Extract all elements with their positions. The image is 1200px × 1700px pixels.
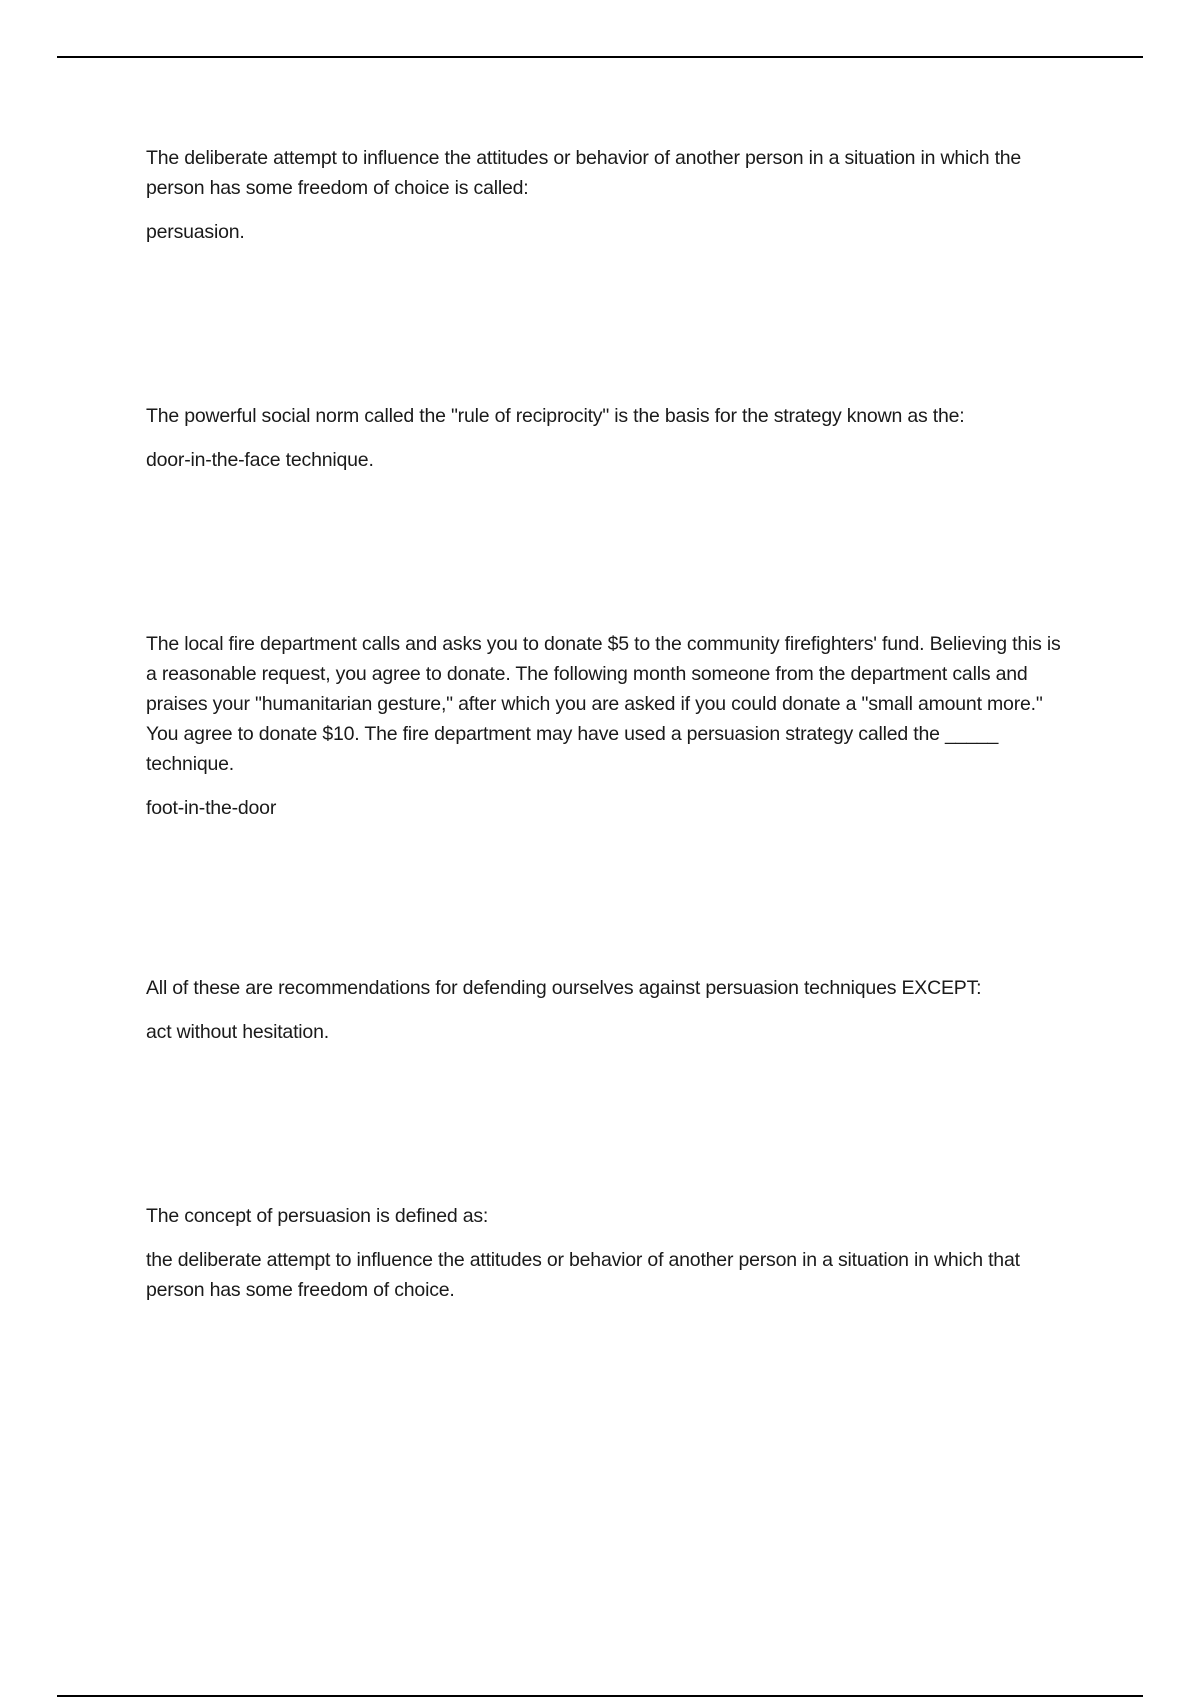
qa-item: [146, 629, 1076, 823]
qa-item: [146, 143, 1076, 247]
answer-text: foot-in-the-door: [146, 797, 277, 819]
footer-rule: [57, 1695, 1143, 1697]
qa-item: [146, 401, 1076, 475]
question-text: The local fire department calls and asks you to donate $5 to the community firefighters' fund. Believing this is a reasonable request, you agree to donate. The following month someone from the department calls and praises your "humanitarian gesture," after which you are asked if you could donate a "small amount more." You agree to donate $10. The fire department may have used a persuasion strategy called the _____ technique.: [146, 633, 1061, 775]
answer-text: act without hesitation.: [146, 1021, 329, 1043]
answer-text: the deliberate attempt to influence the attitudes or behavior of another person in a situation in which that person has some freedom of choice.: [146, 1249, 1020, 1301]
qa-item: [146, 1201, 1076, 1305]
answer-text: door-in-the-face technique.: [146, 449, 374, 471]
qa-item: [146, 973, 1076, 1047]
question-text: The powerful social norm called the "rule of reciprocity" is the basis for the strategy known as the:: [146, 405, 965, 427]
question-text: All of these are recommendations for defending ourselves against persuasion techniques EXCEPT:: [146, 977, 982, 999]
answer-text: persuasion.: [146, 221, 245, 243]
question-text: The deliberate attempt to influence the attitudes or behavior of another person in a situation in which the person has some freedom of choice is called:: [146, 147, 1022, 199]
question-text: The concept of persuasion is defined as:: [146, 1205, 489, 1227]
header-rule: [57, 56, 1143, 58]
